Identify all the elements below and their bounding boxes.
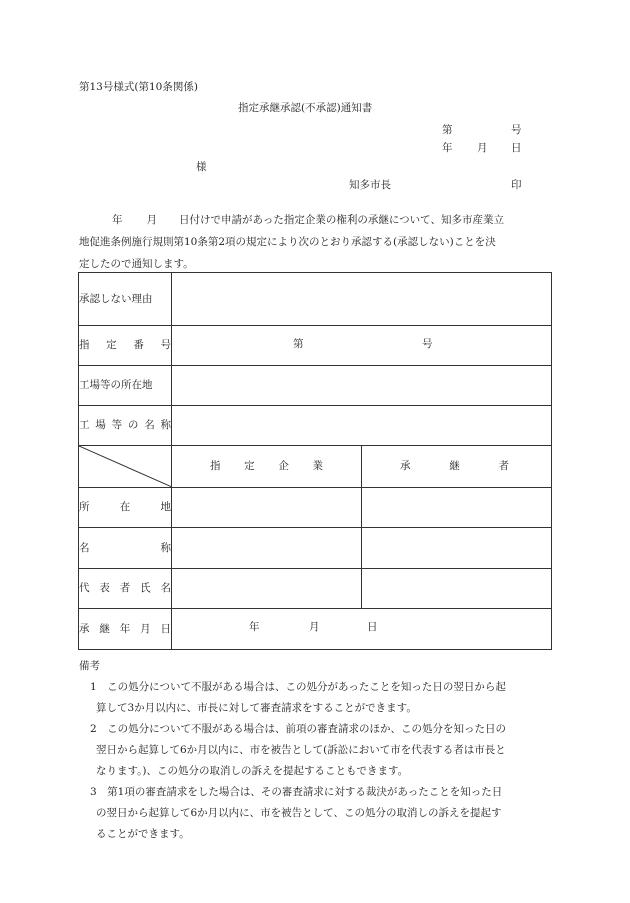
location-label-cell: [79, 366, 172, 406]
location-value: [172, 366, 552, 406]
date-month: 月: [477, 142, 488, 154]
note-3-line-2: の翌日から起算して6か月以内に、市を被告として、この処分の取消しの訴えを提起す: [96, 807, 502, 819]
succession-month: 月: [309, 621, 320, 633]
designation-suffix: 号: [422, 337, 433, 350]
designated-company-header: [172, 446, 362, 488]
factory-name-label: 工 場 等 の 名 称: [79, 419, 171, 432]
form-number: 第13号様式(第10条関係): [79, 81, 198, 93]
notes-heading: 備考: [79, 660, 100, 672]
address-label-cell: [79, 488, 172, 528]
reason-value: [172, 273, 552, 326]
note-2-line-2: 翌日から起算して6か月以内に、市を被告として(訴訟において市を代表する者は市長と: [96, 744, 506, 756]
successor-header: [362, 446, 552, 488]
succession-date-label-cell: [79, 609, 172, 650]
doc-number-suffix: 号: [511, 124, 522, 136]
company-name-label: 名 称: [79, 541, 171, 554]
doc-number-prefix: 第: [442, 124, 453, 136]
intro-month: 月: [146, 214, 157, 226]
address-successor-value: [362, 488, 552, 528]
reason-label-cell: [79, 273, 172, 326]
designation-label-cell: [79, 326, 172, 366]
form-table: [78, 272, 552, 650]
issuer-name: 知多市長: [349, 179, 391, 191]
designation-value: [172, 326, 552, 366]
intro-line-2: 地促進条例施行規則第10条第2項の規定により次のとおり承認する(承認しない)ことを決: [79, 236, 496, 248]
address-row: [79, 488, 552, 528]
location-row: [79, 366, 552, 406]
notes-section: [79, 656, 551, 845]
designated-company-label: 指 定 企 業: [210, 460, 323, 473]
succession-date-value: [172, 609, 552, 650]
company-name-row: [79, 528, 552, 569]
document-title: 指定承継承認(不承認)通知書: [238, 102, 373, 114]
succession-date-row: [79, 609, 552, 650]
factory-name-label-cell: [79, 406, 172, 446]
location-label: 工場等の所在地: [79, 379, 153, 392]
seal-mark: 印: [511, 179, 522, 191]
intro-year: 年: [112, 214, 123, 226]
note-1-line-2: 算して3か月以内に、市長に対して審査請求をすることができます。: [96, 702, 417, 714]
company-name-designated-value: [172, 528, 362, 569]
company-name-label-cell: [79, 528, 172, 569]
note-1-line-1: 1 この処分について不服がある場合は、この処分があったことを知った日の翌日から起: [90, 681, 506, 693]
intro-paragraph: [79, 209, 551, 275]
column-header-row: [79, 446, 552, 488]
address-label: 所 在 地: [79, 501, 171, 514]
date-year: 年: [442, 142, 453, 154]
note-3-line-3: ることができます。: [96, 828, 190, 840]
designation-row: [79, 326, 552, 366]
reason-row: [79, 273, 552, 326]
representative-label-cell: [79, 569, 172, 609]
intro-line-1-text: 日付けで申請があった指定企業の権利の承継について、知多市産業立: [179, 214, 504, 226]
successor-label: 承 継 者: [400, 460, 509, 473]
designation-label: 指 定 番 号: [79, 339, 171, 352]
address-designated-value: [172, 488, 362, 528]
addressee-suffix: 様: [196, 161, 207, 173]
representative-label: 代 表 者 氏 名: [79, 582, 171, 595]
diagonal-cell: [79, 446, 172, 488]
succession-day: 日: [367, 621, 378, 633]
intro-line-1: [79, 209, 551, 231]
diagonal-line: [79, 446, 172, 487]
note-2-line-3: なります。)、この処分の取消しの訴えを提起することもできます。: [96, 765, 409, 777]
representative-successor-value: [362, 569, 552, 609]
date-day: 日: [511, 142, 522, 154]
factory-name-row: [79, 406, 552, 446]
designation-prefix: 第: [293, 337, 304, 350]
company-name-successor-value: [362, 528, 552, 569]
note-3-line-1: 3 第1項の審査請求をした場合は、その審査請求に対する裁決があったことを知った日: [90, 786, 503, 798]
succession-date-label: 承 継 年 月 日: [79, 622, 171, 635]
representative-row: [79, 569, 552, 609]
note-2-line-1: 2 この処分について不服がある場合は、前項の審査請求のほか、この処分を知った日の: [90, 723, 506, 735]
intro-line-3: 定したので通知します。: [79, 258, 194, 270]
succession-year: 年: [249, 621, 260, 633]
factory-name-value: [172, 406, 552, 446]
reason-label: 承認しない理由: [79, 292, 153, 305]
representative-designated-value: [172, 569, 362, 609]
